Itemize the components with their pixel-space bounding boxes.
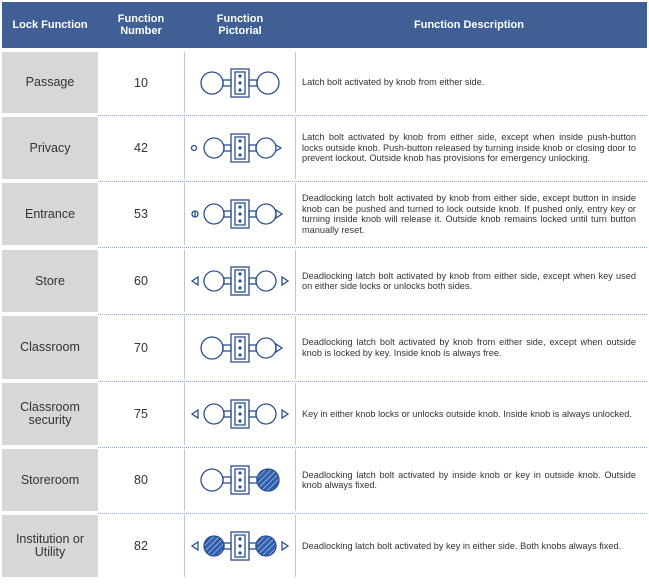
- lock-function-name: Classroom security: [2, 383, 98, 445]
- header-function-pictorial: Function Pictorial: [216, 13, 264, 37]
- function-number: 60: [134, 274, 148, 288]
- function-number: 80: [134, 473, 148, 487]
- privacy-lock-icon: [190, 128, 290, 168]
- lock-function-name: Store: [2, 250, 98, 312]
- entrance-lock-icon: [190, 194, 290, 234]
- header-function-number: Function Number: [117, 13, 165, 37]
- header-lock-function: Lock Function: [12, 19, 88, 31]
- row-divider: [98, 314, 647, 315]
- function-description: Deadlocking latch bolt activated by knob from either side, except when key used on either side locks or unlocks both sides.: [302, 270, 636, 291]
- function-pictorial: [184, 383, 296, 445]
- lock-function-name: Passage: [2, 52, 98, 113]
- institution-lock-icon: [190, 526, 290, 566]
- table-row: [2, 316, 647, 379]
- table-row: [2, 515, 647, 577]
- table-row: [2, 250, 647, 312]
- function-description: Deadlocking latch bolt activated by knob from either side, except when outside knob is locked by key. Inside knob is always free.: [302, 337, 636, 358]
- function-description: Deadlocking latch bolt activated by knob from either side, except button in inside knob can be pushed and turned to lock outside knob. If pushed only, entry key or turning inside knob will release it. Outside knob remains locked until turn button manually reset.: [302, 193, 636, 235]
- function-number: 53: [134, 207, 148, 221]
- function-pictorial: [184, 515, 296, 577]
- function-number: 82: [134, 539, 148, 553]
- table-row: [2, 117, 647, 179]
- function-description: Deadlocking latch bolt activated by key in either side. Both knobs always fixed.: [302, 540, 622, 551]
- function-pictorial: [184, 183, 296, 245]
- function-pictorial: [184, 117, 296, 179]
- lock-function-name: Privacy: [2, 117, 98, 179]
- passage-lock-icon: [190, 63, 290, 103]
- row-divider: [98, 181, 647, 182]
- classroom-lock-icon: [190, 328, 290, 368]
- function-number: 42: [134, 141, 148, 155]
- table-row: [2, 449, 647, 511]
- function-description: Latch bolt activated by knob from either side.: [302, 77, 485, 88]
- table-row: [2, 183, 647, 245]
- classroom-security-lock-icon: [190, 394, 290, 434]
- function-description: Deadlocking latch bolt activated by inside knob or key in outside knob. Outside knob always fixed.: [302, 469, 636, 490]
- row-divider: [98, 513, 647, 514]
- function-description: Key in either knob locks or unlocks outside knob. Inside knob is always unlocked.: [302, 408, 632, 419]
- function-description: Latch bolt activated by knob from either side, except when inside push-button locks outside knob. Push-button released by turning inside knob or closing door to prevent lockout. Outside knob has provisions for emergency unlocking.: [302, 132, 636, 164]
- function-number: 70: [134, 340, 148, 355]
- table-row: [2, 383, 647, 445]
- storeroom-lock-icon: [190, 460, 290, 500]
- function-number: 75: [134, 407, 148, 421]
- row-divider: [98, 247, 647, 248]
- table-header: [2, 2, 647, 48]
- function-pictorial: [184, 52, 296, 113]
- function-pictorial: [184, 449, 296, 511]
- row-divider: [98, 115, 647, 116]
- function-number: 10: [134, 75, 148, 90]
- row-divider: [98, 447, 647, 448]
- lock-function-name: Storeroom: [2, 449, 98, 511]
- lock-function-name: Entrance: [2, 183, 98, 245]
- row-divider: [98, 381, 647, 382]
- lock-function-name: Institution or Utility: [2, 515, 98, 577]
- function-pictorial: [184, 250, 296, 312]
- function-pictorial: [184, 316, 296, 379]
- table-row: [2, 52, 647, 113]
- store-lock-icon: [190, 261, 290, 301]
- lock-function-name: Classroom: [2, 316, 98, 379]
- header-function-description: Function Description: [414, 19, 524, 31]
